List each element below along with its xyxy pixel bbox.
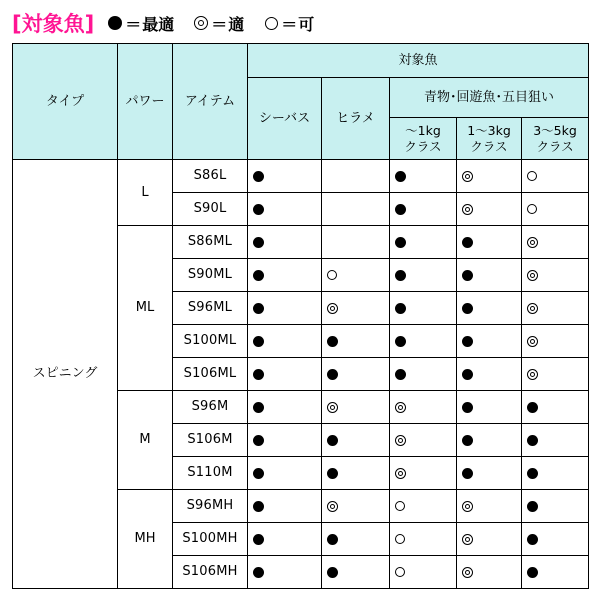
rating-cell [457,523,522,556]
rating-cell [522,424,589,457]
double-circle-icon [327,303,338,314]
double-circle-icon [462,567,473,578]
item-cell: S106MH [173,556,248,589]
header-fish-group: 青物･回遊魚･五目狙い [390,78,589,118]
rating-cell [390,523,457,556]
rating-cell [522,556,589,589]
rating-cell [457,193,522,226]
rating-cell [322,292,390,325]
double-circle-icon [527,336,538,347]
rating-cell [457,160,522,193]
item-cell: S90L [173,193,248,226]
rating-cell [248,160,322,193]
filled-circle-icon [395,204,406,215]
rating-cell [457,292,522,325]
double-circle-icon [327,402,338,413]
rating-cell [248,556,322,589]
item-cell: S110M [173,457,248,490]
legend-eq: ＝ [281,14,298,34]
rating-cell [322,160,390,193]
rating-cell [457,259,522,292]
rating-cell [322,325,390,358]
filled-circle-icon [395,369,406,380]
rating-cell [457,457,522,490]
filled-circle-icon [462,303,473,314]
filled-circle-icon [253,501,264,512]
legend-eq: ＝ [125,14,142,34]
rating-cell [390,457,457,490]
double-circle-icon [462,171,473,182]
rating-cell [457,424,522,457]
item-cell: S86ML [173,226,248,259]
filled-circle-icon [462,468,473,479]
filled-circle-icon [327,336,338,347]
filled-circle-icon [395,336,406,347]
double-circle-icon [527,369,538,380]
rating-cell [248,391,322,424]
filled-circle-icon [253,402,264,413]
filled-circle-icon [395,270,406,281]
legend-item-ok [262,12,314,35]
rating-cell [322,358,390,391]
open-circle-icon [395,567,405,577]
legend-label-best: 最適 [142,14,175,34]
rating-cell [322,226,390,259]
header-item: アイテム [173,44,248,160]
item-cell: S100ML [173,325,248,358]
rating-cell [522,226,589,259]
double-circle-icon [527,270,538,281]
item-cell: S106M [173,424,248,457]
rating-cell [248,424,322,457]
filled-circle-icon [253,336,264,347]
filled-circle-icon [462,270,473,281]
filled-circle-icon [395,171,406,182]
legend-label-good: 適 [228,14,245,34]
filled-circle-icon [253,369,264,380]
rating-cell [322,556,390,589]
header-target-fish: 対象魚 [248,44,589,78]
rating-cell [457,490,522,523]
rating-cell [457,325,522,358]
rating-cell [522,259,589,292]
header-type: タイプ [13,44,118,160]
filled-circle-icon [462,237,473,248]
filled-circle-icon [253,270,264,281]
filled-circle-icon [527,402,538,413]
rating-cell [522,523,589,556]
power-cell: M [118,391,173,490]
header-class-3 [522,118,589,160]
page-header [12,8,332,38]
filled-circle-icon [327,468,338,479]
table-body [13,160,589,589]
rating-cell [248,523,322,556]
rating-cell [390,358,457,391]
rating-cell [457,556,522,589]
filled-circle-icon [327,534,338,545]
legend-item-best [106,12,174,35]
rating-cell [390,226,457,259]
class-1-weight: 〜1kg [405,122,441,138]
rating-cell [248,259,322,292]
class-2-label: クラス [470,138,508,154]
rating-cell [248,457,322,490]
rating-cell [457,391,522,424]
class-3-label: クラス [536,138,574,154]
legend-label-ok: 可 [298,14,315,34]
target-fish-table [12,43,589,589]
table-row [13,160,589,193]
power-cell: ML [118,226,173,391]
rating-cell [390,160,457,193]
rating-cell [522,358,589,391]
page-title: [対象魚] [12,12,95,36]
rating-cell [248,226,322,259]
header-class-1 [390,118,457,160]
rating-cell [390,391,457,424]
rating-cell [390,556,457,589]
double-circle-icon [395,435,406,446]
filled-circle-icon [253,435,264,446]
rating-cell [390,424,457,457]
rating-cell [522,391,589,424]
filled-circle-icon [395,303,406,314]
rating-cell [322,193,390,226]
item-cell: S86L [173,160,248,193]
rating-cell [322,259,390,292]
filled-circle-icon [106,14,124,32]
power-cell: MH [118,490,173,589]
rating-cell [248,193,322,226]
filled-circle-icon [527,567,538,578]
filled-circle-icon [253,237,264,248]
filled-circle-icon [327,369,338,380]
filled-circle-icon [253,534,264,545]
item-cell: S96MH [173,490,248,523]
item-cell: S90ML [173,259,248,292]
double-circle-icon [395,402,406,413]
filled-circle-icon [462,402,473,413]
item-cell: S96M [173,391,248,424]
class-3-weight: 3〜5kg [533,122,577,138]
double-circle-icon [395,468,406,479]
rating-cell [457,226,522,259]
rating-cell [322,490,390,523]
header-power: パワー [118,44,173,160]
rating-cell [248,490,322,523]
filled-circle-icon [253,468,264,479]
double-circle-icon [462,501,473,512]
rating-cell [248,292,322,325]
item-cell: S106ML [173,358,248,391]
rating-cell [248,358,322,391]
legend-eq: ＝ [211,14,228,34]
rating-cell [322,391,390,424]
rating-cell [390,490,457,523]
filled-circle-icon [527,501,538,512]
header-class-2 [457,118,522,160]
class-1-label: クラス [404,138,442,154]
open-circle-icon [527,204,537,214]
rating-cell [390,292,457,325]
rating-cell [390,259,457,292]
filled-circle-icon [462,435,473,446]
rating-cell [390,325,457,358]
rating-cell [522,292,589,325]
double-circle-icon [462,534,473,545]
rating-cell [248,325,322,358]
rating-cell [522,325,589,358]
filled-circle-icon [527,468,538,479]
rating-cell [522,160,589,193]
filled-circle-icon [253,303,264,314]
open-circle-icon [527,171,537,181]
double-circle-icon [327,501,338,512]
rating-cell [322,424,390,457]
double-circle-icon [462,204,473,215]
filled-circle-icon [327,567,338,578]
header-hirame: ヒラメ [322,78,390,160]
filled-circle-icon [527,435,538,446]
type-cell: スピニング [13,160,118,589]
symbol-legend [106,12,332,35]
item-cell: S96ML [173,292,248,325]
double-circle-icon [192,14,210,32]
class-2-weight: 1〜3kg [467,122,511,138]
open-circle-icon [395,534,405,544]
filled-circle-icon [395,237,406,248]
rating-cell [322,457,390,490]
open-circle-icon [395,501,405,511]
header-seabass: シーバス [248,78,322,160]
item-cell: S100MH [173,523,248,556]
open-circle-icon [327,270,337,280]
rating-cell [522,457,589,490]
double-circle-icon [527,303,538,314]
rating-cell [457,358,522,391]
filled-circle-icon [462,336,473,347]
filled-circle-icon [253,171,264,182]
rating-cell [322,523,390,556]
open-circle-icon [262,14,280,32]
rating-cell [522,193,589,226]
filled-circle-icon [462,369,473,380]
filled-circle-icon [527,534,538,545]
filled-circle-icon [253,567,264,578]
filled-circle-icon [327,435,338,446]
filled-circle-icon [253,204,264,215]
double-circle-icon [527,237,538,248]
rating-cell [390,193,457,226]
rating-cell [522,490,589,523]
legend-item-good [192,12,244,35]
power-cell: L [118,160,173,226]
